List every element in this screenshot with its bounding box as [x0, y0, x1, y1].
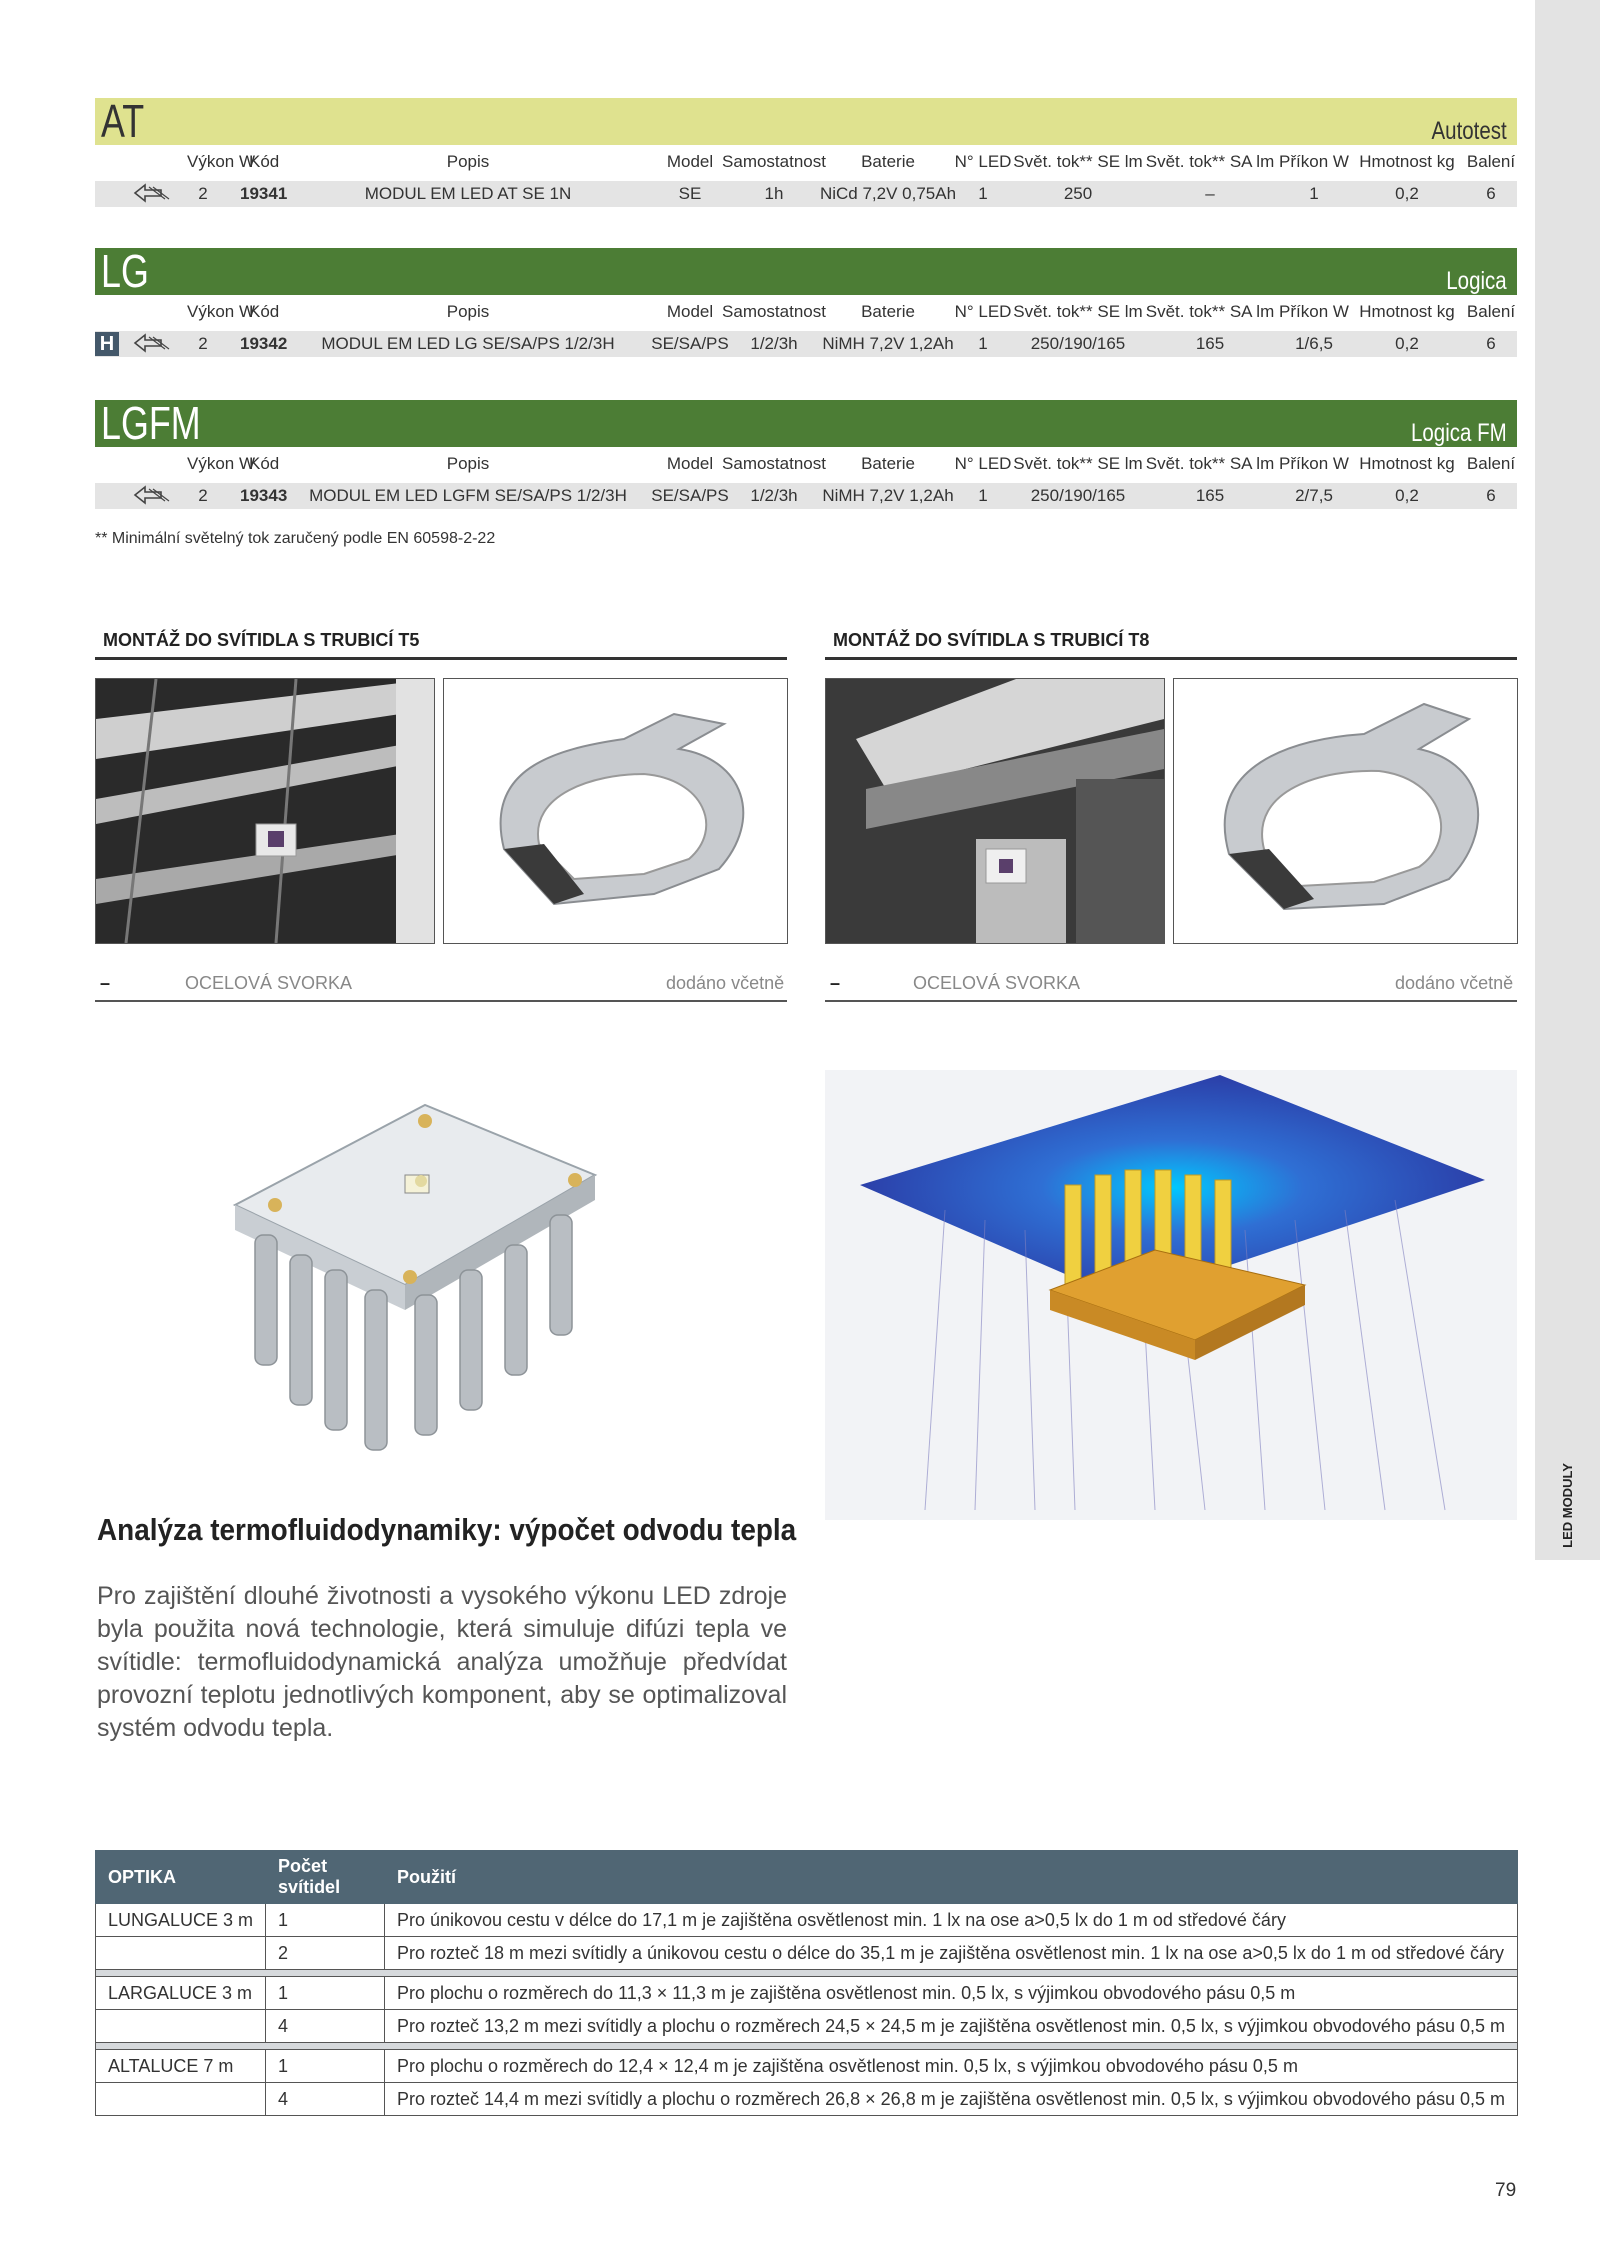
- cell-battery: NiMH 7,2V 1,2Ah: [822, 334, 954, 353]
- column-header: N° LED: [954, 302, 1012, 321]
- column-header: Hmotnost kg: [1359, 302, 1455, 321]
- mounting-title-t8: MONTÁŽ DO SVÍTIDLA S TRUBICÍ T8: [833, 630, 1150, 650]
- cell-desc: MODUL EM LED AT SE 1N: [364, 184, 572, 203]
- optics-table: [95, 1850, 1518, 2116]
- column-header: Výkon W: [187, 302, 256, 321]
- cell-code: 19343: [240, 486, 288, 505]
- column-header: Svět. tok** SE lm: [1013, 152, 1143, 171]
- cell-battery: NiCd 7,2V 0,75Ah: [819, 184, 957, 203]
- section-header: [95, 95, 1517, 147]
- emergency-exit-icon: [131, 483, 171, 512]
- column-header: Hmotnost kg: [1359, 152, 1455, 171]
- product-section-lgfm: [95, 397, 1517, 506]
- cell-flux_se: 250/190/165: [1030, 486, 1126, 505]
- led-module-illustration: [215, 1095, 635, 1475]
- mounting-rule-t5: [95, 657, 787, 660]
- part-rule-t5: [95, 1000, 787, 1002]
- cell-autonomy: 1/2/3h: [750, 334, 798, 353]
- photo-t8-luminaire: [825, 678, 1165, 944]
- table-row: LUNGALUCE 3 m 1 Pro únikovou cestu v délce do 17,1 m je zajištěna osvětlenost min. 1 lx na ose a>0,5 lx do 1 m od středové čáry: [96, 1904, 1518, 1937]
- table-row: ALTALUCE 7 m 1 Pro plochu o rozměrech do 12,4 × 12,4 m je zajištěna osvětlenost min. 0,5 lx, s výjimkou obvodového pásu 0,5 m: [96, 2050, 1518, 2083]
- cell-model: SE: [678, 184, 702, 203]
- footnote: ** Minimální světelný tok zaručený podle EN 60598-2-22: [95, 530, 496, 547]
- column-header: Model: [666, 302, 714, 321]
- cell-flux_se: 250/190/165: [1030, 334, 1126, 353]
- column-header: Samostatnost: [722, 152, 826, 171]
- cell-desc: MODUL EM LED LG SE/SA/PS 1/2/3H: [321, 334, 615, 353]
- section-code: LG: [101, 245, 149, 297]
- product-section-at: [95, 95, 1517, 204]
- part-supply-t5: dodáno včetně: [666, 973, 785, 993]
- cell-code: 19342: [240, 334, 288, 353]
- column-header: Balení: [1466, 152, 1516, 171]
- t5-luminaire-illustration: [96, 679, 434, 943]
- analysis-body: Pro zajištění dlouhé životnosti a vysokého výkonu LED zdroje byla použita nová technologie, která simuluje difúzi tepla ve svítidle: termofluidodynamická analýza umožňuje předvídat provozní teplotu jednotlivých komponent, aby se optimalizoval systém odvodu tepla.: [97, 1582, 787, 1742]
- thermal-simulation-illustration: [825, 1070, 1517, 1520]
- column-header: Baterie: [861, 454, 915, 473]
- cell-pack: 6: [1486, 486, 1496, 505]
- column-header: Model: [666, 152, 714, 171]
- led-module-photo: [215, 1095, 635, 1475]
- cell-weight: 0,2: [1395, 486, 1419, 505]
- table-row: [95, 331, 1517, 357]
- t8-luminaire-illustration: [826, 679, 1164, 943]
- cell-flux_sa: –: [1205, 184, 1215, 203]
- table-row: 4 Pro rozteč 14,4 m mezi svítidly a plochu o rozměrech 26,8 × 26,8 m je zajištěna osvětlenost min. 0,5 lx, s výjimkou obvodového pásu 0,5 m: [96, 2083, 1518, 2116]
- column-header: Svět. tok** SE lm: [1013, 454, 1143, 473]
- photo-t5-clip: [443, 678, 788, 944]
- cell-input: 2/7,5: [1295, 486, 1333, 505]
- mounting-rule-t8: [825, 657, 1517, 660]
- column-header: Hmotnost kg: [1359, 454, 1455, 473]
- part-rule-t8: [825, 1000, 1517, 1002]
- cell-power: 2: [198, 486, 208, 505]
- page-number: 79: [1495, 2180, 1517, 2201]
- column-header: Kód: [249, 152, 280, 171]
- optics-table-header: [96, 1851, 1518, 1904]
- column-header: Model: [666, 454, 714, 473]
- h-badge: H: [95, 332, 119, 356]
- thermal-simulation-image: [825, 1070, 1517, 1520]
- section-name: Logica: [1446, 267, 1507, 295]
- cell-flux_se: 250: [1063, 184, 1093, 203]
- part-name-t5: OCELOVÁ SVORKA: [185, 973, 353, 993]
- column-header: Popis: [446, 152, 490, 171]
- cell-autonomy: 1h: [764, 184, 784, 203]
- cell-model: SE/SA/PS: [651, 486, 729, 505]
- cell-input: 1: [1309, 184, 1319, 203]
- column-header: Příkon W: [1279, 302, 1349, 321]
- cell-flux_sa: 165: [1195, 486, 1225, 505]
- cell-flux_sa: 165: [1195, 334, 1225, 353]
- table-row: 4 Pro rozteč 13,2 m mezi svítidly a plochu o rozměrech 24,5 × 24,5 m je zajištěna osvětlenost min. 0,5 lx, s výjimkou obvodového pásu 0,5 m: [96, 2010, 1518, 2043]
- emergency-exit-icon: [131, 181, 171, 210]
- column-header: Příkon W: [1279, 152, 1349, 171]
- column-header: Kód: [249, 454, 280, 473]
- cell-leds: 1: [978, 486, 988, 505]
- photo-t5-luminaire: [95, 678, 435, 944]
- cell-weight: 0,2: [1395, 334, 1419, 353]
- table-row: LARGALUCE 3 m 1 Pro plochu o rozměrech do 11,3 × 11,3 m je zajištěna osvětlenost min. 0,5 lx, s výjimkou obvodového pásu 0,5 m: [96, 1977, 1518, 2010]
- column-header: N° LED: [954, 454, 1012, 473]
- column-headers: [95, 447, 1517, 480]
- table-row: [95, 181, 1517, 207]
- column-header: Svět. tok** SA lm: [1145, 454, 1275, 473]
- cell-pack: 6: [1486, 184, 1496, 203]
- column-header: Výkon W: [187, 152, 256, 171]
- cell-power: 2: [198, 184, 208, 203]
- header-pouziti: Použití: [384, 1851, 1517, 1904]
- column-headers: [95, 295, 1517, 328]
- part-supply-t8: dodáno včetně: [1395, 973, 1514, 993]
- section-header: [95, 397, 1517, 449]
- table-row: 2 Pro rozteč 18 m mezi svítidly a únikovou cestu o délce do 35,1 m je zajištěna osvětlenost min. 1 lx na ose a>0,5 lx do 1 m od středové čáry: [96, 1937, 1518, 1970]
- column-header: Popis: [446, 302, 490, 321]
- cell-leds: 1: [978, 184, 988, 203]
- cell-pack: 6: [1486, 334, 1496, 353]
- header-optika: OPTIKA: [96, 1851, 266, 1904]
- analysis-title: Analýza termofluidodynamiky: výpočet odvodu tepla: [97, 1512, 797, 1547]
- column-header: Svět. tok** SE lm: [1013, 302, 1143, 321]
- photo-t8-clip: [1173, 678, 1518, 944]
- side-tab-label: LED MODULY: [1560, 1462, 1575, 1548]
- emergency-exit-icon: [131, 331, 171, 360]
- cell-model: SE/SA/PS: [651, 334, 729, 353]
- column-header: Samostatnost: [722, 302, 826, 321]
- cell-autonomy: 1/2/3h: [750, 486, 798, 505]
- table-row: [95, 483, 1517, 509]
- cell-input: 1/6,5: [1295, 334, 1333, 353]
- section-code: AT: [101, 95, 145, 147]
- column-headers: [95, 145, 1517, 178]
- cell-weight: 0,2: [1395, 184, 1419, 203]
- column-header: Balení: [1466, 302, 1516, 321]
- column-header: Svět. tok** SA lm: [1145, 152, 1275, 171]
- part-name-t8: OCELOVÁ SVORKA: [913, 973, 1081, 993]
- mounting-title-t5: MONTÁŽ DO SVÍTIDLA S TRUBICÍ T5: [103, 630, 420, 650]
- cell-battery: NiMH 7,2V 1,2Ah: [822, 486, 954, 505]
- cell-desc: MODUL EM LED LGFM SE/SA/PS 1/2/3H: [309, 486, 627, 505]
- column-header: Výkon W: [187, 454, 256, 473]
- section-name: Logica FM: [1411, 419, 1507, 447]
- cell-leds: 1: [978, 334, 988, 353]
- column-header: Balení: [1466, 454, 1516, 473]
- column-header: N° LED: [954, 152, 1012, 171]
- table-spacer: [96, 2043, 1518, 2050]
- header-pocet: Počet svítidel: [266, 1851, 385, 1904]
- section-code: LGFM: [101, 397, 201, 449]
- cell-power: 2: [198, 334, 208, 353]
- column-header: Kód: [249, 302, 280, 321]
- column-header: Baterie: [861, 302, 915, 321]
- column-header: Příkon W: [1279, 454, 1349, 473]
- steel-clip-t8-illustration: [1174, 679, 1517, 943]
- steel-clip-illustration: [444, 679, 787, 943]
- column-header: Baterie: [861, 152, 915, 171]
- cell-code: 19341: [240, 184, 288, 203]
- column-header: Samostatnost: [722, 454, 826, 473]
- side-tab: [1535, 0, 1600, 1560]
- product-section-lg: [95, 245, 1517, 355]
- column-header: Popis: [446, 454, 490, 473]
- column-header: Svět. tok** SA lm: [1145, 302, 1275, 321]
- table-spacer: [96, 1970, 1518, 1977]
- section-name: Autotest: [1431, 117, 1507, 145]
- section-header: [95, 245, 1517, 297]
